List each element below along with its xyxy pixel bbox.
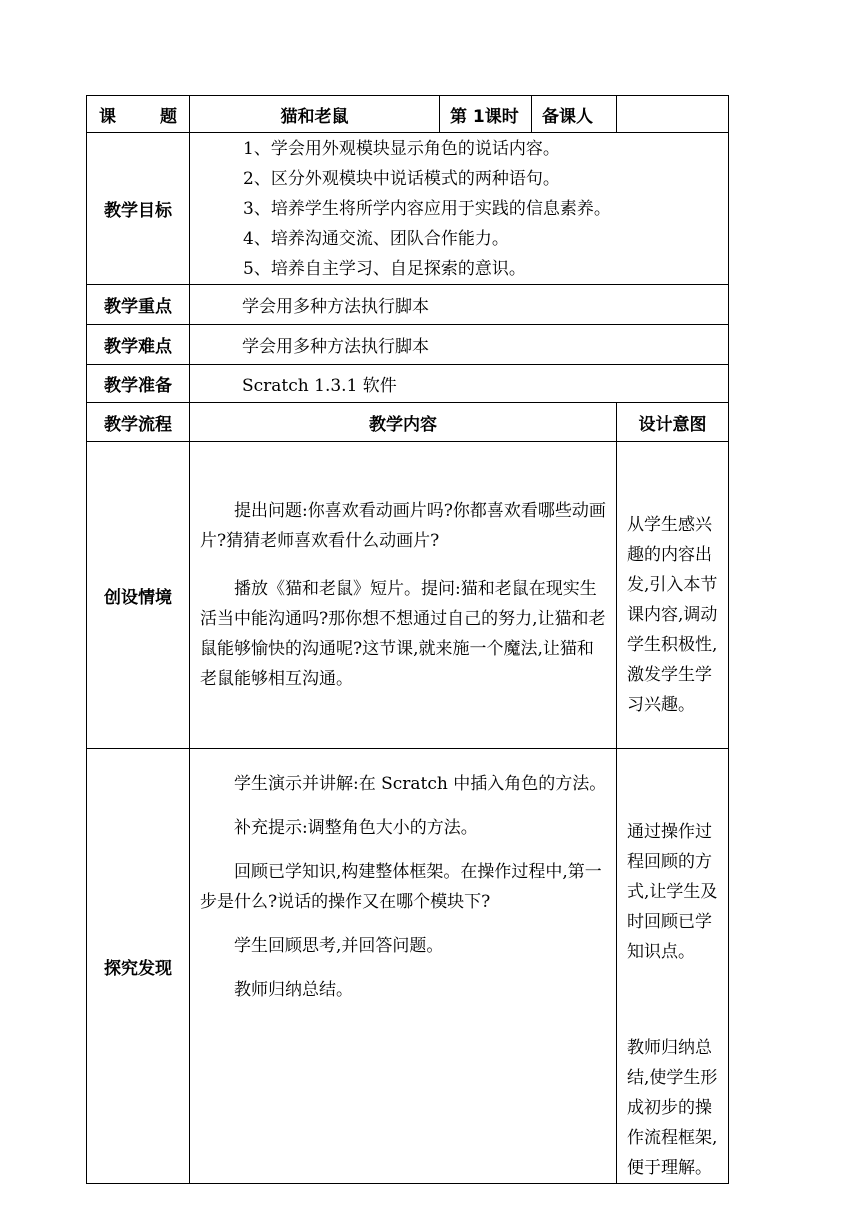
content-header: 教学内容	[190, 403, 617, 442]
preparer-label: 备课人	[532, 96, 617, 133]
topic-value: 猫和老鼠	[190, 96, 440, 133]
flow-header: 教学流程	[87, 403, 190, 442]
objectives-list	[190, 133, 729, 285]
stage-row	[87, 749, 729, 1184]
stage-paragraph: 学生回顾思考,并回答问题。	[234, 936, 444, 956]
objective-item: 1、学会用外观模块显示角色的说话内容。	[243, 138, 560, 159]
key-point-value: 学会用多种方法执行脚本	[190, 285, 729, 325]
stage-content	[190, 749, 617, 1184]
topic-label-char-2: 题	[160, 106, 177, 127]
stage-paragraph: 播放《猫和老鼠》短片。提问:猫和老鼠在现实生活当中能沟通吗?那你想不想通过自己的努力,让猫和老鼠能够愉快的沟通呢?这节课,就来施一个魔法,让猫和老鼠能够相互沟通。	[200, 579, 606, 689]
stage-intent	[617, 442, 729, 749]
header-row	[87, 96, 729, 133]
preparer-value	[617, 96, 729, 133]
stage-name: 探究发现	[87, 749, 190, 1184]
intent-header: 设计意图	[617, 403, 729, 442]
objective-item: 3、培养学生将所学内容应用于实践的信息素养。	[243, 198, 611, 219]
objectives-label: 教学目标	[87, 133, 190, 285]
stage-row	[87, 442, 729, 749]
topic-label-cell	[87, 96, 190, 133]
objectives-row	[87, 133, 729, 285]
preparation-row	[87, 365, 729, 403]
stage-name: 创设情境	[87, 442, 190, 749]
difficulty-value: 学会用多种方法执行脚本	[190, 325, 729, 365]
intent-text: 教师归纳总结,使学生形成初步的操作流程框架,便于理解。	[627, 1038, 718, 1178]
stage-paragraph: 学生演示并讲解:在 Scratch 中插入角色的方法。	[234, 774, 607, 794]
preparation-value: Scratch 1.3.1 软件	[190, 365, 729, 403]
objective-item: 5、培养自主学习、自足探索的意识。	[243, 258, 526, 279]
difficulty-row	[87, 325, 729, 365]
topic-label-char-1: 课	[99, 106, 116, 127]
stage-paragraph: 教师归纳总结。	[234, 980, 353, 1000]
intent-text: 通过操作过程回顾的方式,让学生及时回顾已学知识点。	[627, 822, 718, 962]
stage-paragraph: 补充提示:调整角色大小的方法。	[234, 818, 478, 838]
objective-item: 2、区分外观模块中说话模式的两种语句。	[243, 168, 560, 189]
difficulty-label: 教学难点	[87, 325, 190, 365]
objective-item: 4、培养沟通交流、团队合作能力。	[243, 228, 509, 249]
key-point-row	[87, 285, 729, 325]
lesson-plan-table	[86, 95, 729, 1184]
stage-content	[190, 442, 617, 749]
lesson-number: 第 1课时	[440, 96, 532, 133]
stage-intent	[617, 749, 729, 1184]
key-point-label: 教学重点	[87, 285, 190, 325]
lesson-plan-page	[86, 95, 728, 1184]
stage-paragraph: 提出问题:你喜欢看动画片吗?你都喜欢看哪些动画片?猜猜老师喜欢看什么动画片?	[200, 501, 606, 551]
intent-text: 从学生感兴趣的内容出发,引入本节课内容,调动学生积极性,激发学生学习兴趣。	[627, 515, 718, 715]
stage-paragraph: 回顾已学知识,构建整体框架。在操作过程中,第一步是什么?说话的操作又在哪个模块下?	[200, 862, 602, 912]
preparation-label: 教学准备	[87, 365, 190, 403]
process-header-row	[87, 403, 729, 442]
